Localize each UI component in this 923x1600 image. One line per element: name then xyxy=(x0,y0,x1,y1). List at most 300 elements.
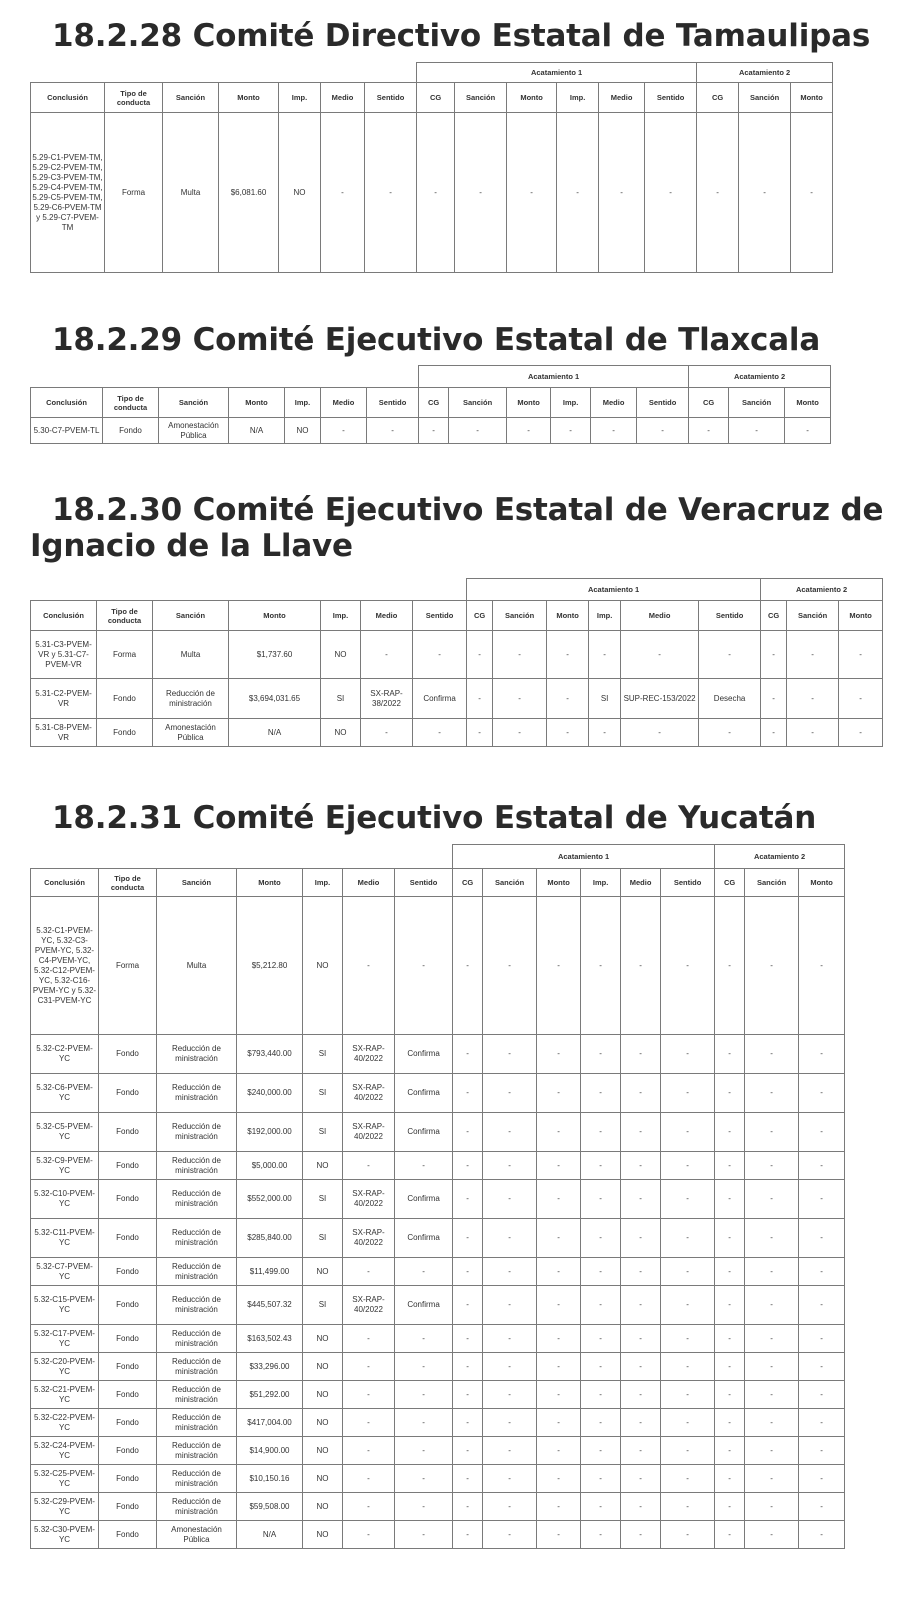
cell-acat2-cg: - xyxy=(715,1325,745,1353)
group-header-row xyxy=(31,845,845,869)
table-row xyxy=(31,897,845,1035)
cell-imp: SI xyxy=(303,1180,343,1219)
cell-acat1-medio: - xyxy=(621,631,699,679)
col-header-acat1-cg: CG xyxy=(467,601,493,631)
cell-sentido: - xyxy=(395,1353,453,1381)
cell-acat1-cg: - xyxy=(453,1113,483,1152)
cell-acat1-cg: - xyxy=(467,631,493,679)
col-header-acat2-cg: CG xyxy=(761,601,787,631)
cell-medio: - xyxy=(361,719,413,747)
table-row xyxy=(31,719,883,747)
cell-acat2-cg: - xyxy=(715,1381,745,1409)
acatamiento-1-header: Acatamiento 1 xyxy=(467,579,761,601)
col-header-conclusion: Conclusión xyxy=(31,601,97,631)
acatamiento-2-header: Acatamiento 2 xyxy=(697,63,833,83)
table-row xyxy=(31,1521,845,1549)
cell-acat2-cg: - xyxy=(715,1465,745,1493)
col-header-sentido: Sentido xyxy=(395,869,453,897)
cell-monto: $51,292.00 xyxy=(237,1381,303,1409)
col-header-acat1-sentido: Sentido xyxy=(645,83,697,113)
cell-medio: SX-RAP-38/2022 xyxy=(361,679,413,719)
cell-sentido: Confirma xyxy=(395,1286,453,1325)
cell-acat1-medio: - xyxy=(621,1465,661,1493)
col-header-tipo-conducta: Tipo de conducta xyxy=(105,83,163,113)
cell-acat2-sancion: - xyxy=(745,1381,799,1409)
cell-acat2-monto: - xyxy=(799,1381,845,1409)
cell-sentido: Confirma xyxy=(413,679,467,719)
cell-sentido: Confirma xyxy=(395,1180,453,1219)
cell-sancion: Reducción de ministración xyxy=(157,1219,237,1258)
cell-tipo-conducta: Fondo xyxy=(99,1152,157,1180)
col-header-acat2-monto: Monto xyxy=(839,601,883,631)
table-row xyxy=(31,631,883,679)
table-row xyxy=(31,1409,845,1437)
cell-medio: - xyxy=(321,418,367,444)
cell-imp: NO xyxy=(279,113,321,273)
cell-acat1-sancion: - xyxy=(483,1325,537,1353)
cell-acat2-cg: - xyxy=(715,1180,745,1219)
cell-monto: $59,508.00 xyxy=(237,1493,303,1521)
cell-acat1-cg: - xyxy=(453,1035,483,1074)
cell-acat1-cg: - xyxy=(453,1465,483,1493)
cell-imp: SI xyxy=(321,679,361,719)
cell-imp: NO xyxy=(285,418,321,444)
cell-sentido: - xyxy=(395,1152,453,1180)
cell-tipo-conducta: Fondo xyxy=(99,1493,157,1521)
cell-conclusion: 5.32-C11-PVEM-YC xyxy=(31,1219,99,1258)
cell-medio: - xyxy=(343,1521,395,1549)
col-header-acat1-medio: Medio xyxy=(591,388,637,418)
cell-sancion: Reducción de ministración xyxy=(157,1409,237,1437)
cell-conclusion: 5.32-C9-PVEM-YC xyxy=(31,1152,99,1180)
cell-acat1-cg: - xyxy=(453,1152,483,1180)
cell-tipo-conducta: Fondo xyxy=(99,1286,157,1325)
col-header-tipo-conducta: Tipo de conducta xyxy=(99,869,157,897)
col-header-monto: Monto xyxy=(229,388,285,418)
cell-acat1-cg: - xyxy=(467,719,493,747)
cell-acat1-monto: - xyxy=(537,1353,581,1381)
cell-acat1-medio: - xyxy=(621,1325,661,1353)
cell-conclusion: 5.32-C20-PVEM-YC xyxy=(31,1353,99,1381)
table-row xyxy=(31,1381,845,1409)
sanctions-table-tlaxcala xyxy=(30,365,831,444)
col-header-acat2-monto: Monto xyxy=(785,388,831,418)
group-header-row xyxy=(31,366,831,388)
col-header-medio: Medio xyxy=(321,83,365,113)
table-row xyxy=(31,113,833,273)
col-header-imp: Imp. xyxy=(279,83,321,113)
cell-acat1-imp: - xyxy=(581,897,621,1035)
cell-sancion: Reducción de ministración xyxy=(157,1113,237,1152)
cell-acat2-sancion: - xyxy=(745,1437,799,1465)
cell-imp: NO xyxy=(321,631,361,679)
cell-acat2-sancion: - xyxy=(745,1113,799,1152)
cell-acat1-imp: - xyxy=(581,1219,621,1258)
table-row xyxy=(31,1219,845,1258)
cell-conclusion: 5.32-C29-PVEM-YC xyxy=(31,1493,99,1521)
cell-acat1-imp: - xyxy=(581,1035,621,1074)
group-spacer xyxy=(31,63,417,83)
cell-acat1-medio: - xyxy=(621,1381,661,1409)
col-header-acat2-sancion: Sanción xyxy=(745,869,799,897)
cell-acat1-sancion: - xyxy=(483,1353,537,1381)
cell-acat1-cg: - xyxy=(417,113,455,273)
cell-sancion: Amonestación Pública xyxy=(157,1521,237,1549)
cell-monto: $3,694,031.65 xyxy=(229,679,321,719)
col-header-acat1-imp: Imp. xyxy=(581,869,621,897)
col-header-acat1-sentido: Sentido xyxy=(661,869,715,897)
column-header-row xyxy=(31,388,831,418)
cell-acat1-monto: - xyxy=(537,1180,581,1219)
cell-imp: SI xyxy=(303,1074,343,1113)
col-header-sancion: Sanción xyxy=(153,601,229,631)
acatamiento-2-header: Acatamiento 2 xyxy=(761,579,883,601)
cell-acat1-sentido: - xyxy=(661,1074,715,1113)
cell-acat1-sentido: - xyxy=(637,418,689,444)
cell-imp: SI xyxy=(303,1035,343,1074)
cell-sentido: - xyxy=(395,1521,453,1549)
section-title-veracruz-text-1: 18.2.30 Comité Ejecutivo Estatal de Veracruz de xyxy=(52,492,884,528)
cell-acat1-sancion: - xyxy=(483,1521,537,1549)
cell-imp: NO xyxy=(303,1409,343,1437)
cell-tipo-conducta: Fondo xyxy=(99,1437,157,1465)
cell-acat2-cg: - xyxy=(689,418,729,444)
cell-conclusion: 5.32-C15-PVEM-YC xyxy=(31,1286,99,1325)
cell-imp: NO xyxy=(321,719,361,747)
cell-sentido: - xyxy=(395,1493,453,1521)
cell-acat1-imp: - xyxy=(581,1325,621,1353)
cell-tipo-conducta: Forma xyxy=(99,897,157,1035)
cell-sentido: - xyxy=(395,1465,453,1493)
col-header-acat1-monto: Monto xyxy=(547,601,589,631)
cell-medio: - xyxy=(321,113,365,273)
cell-acat2-sancion: - xyxy=(745,1325,799,1353)
cell-conclusion: 5.31-C8-PVEM-VR xyxy=(31,719,97,747)
cell-acat1-imp: - xyxy=(581,1113,621,1152)
cell-imp: NO xyxy=(303,1325,343,1353)
cell-medio: - xyxy=(343,1381,395,1409)
cell-conclusion: 5.32-C1-PVEM-YC, 5.32-C3-PVEM-YC, 5.32-C4-PVEM-YC, 5.32-C12-PVEM-YC, 5.32-C16-PVEM-YC y 5.32-C31-PVEM-YC xyxy=(31,897,99,1035)
cell-conclusion: 5.31-C2-PVEM-VR xyxy=(31,679,97,719)
cell-acat1-medio: - xyxy=(621,1521,661,1549)
cell-sentido: Confirma xyxy=(395,1113,453,1152)
cell-tipo-conducta: Fondo xyxy=(99,1521,157,1549)
cell-monto: $5,212.80 xyxy=(237,897,303,1035)
cell-acat2-cg: - xyxy=(715,1437,745,1465)
cell-acat1-sentido: - xyxy=(661,1353,715,1381)
cell-tipo-conducta: Forma xyxy=(105,113,163,273)
cell-acat1-medio: - xyxy=(621,1219,661,1258)
cell-acat1-imp: - xyxy=(589,631,621,679)
cell-acat1-imp: - xyxy=(581,1409,621,1437)
sanctions-table-veracruz xyxy=(30,578,883,747)
cell-acat1-monto: - xyxy=(537,1325,581,1353)
cell-monto: N/A xyxy=(229,418,285,444)
cell-acat2-monto: - xyxy=(799,1258,845,1286)
cell-imp: NO xyxy=(303,1152,343,1180)
cell-acat2-cg: - xyxy=(715,1409,745,1437)
cell-monto: $11,499.00 xyxy=(237,1258,303,1286)
cell-acat2-monto: - xyxy=(799,1409,845,1437)
cell-sentido: - xyxy=(395,1381,453,1409)
cell-acat1-monto: - xyxy=(537,1465,581,1493)
column-header-row xyxy=(31,869,845,897)
cell-sancion: Multa xyxy=(163,113,219,273)
cell-acat1-imp: - xyxy=(581,1521,621,1549)
cell-acat1-sentido: - xyxy=(661,1409,715,1437)
cell-conclusion: 5.32-C17-PVEM-YC xyxy=(31,1325,99,1353)
cell-acat1-sentido: - xyxy=(661,1381,715,1409)
col-header-acat1-medio: Medio xyxy=(621,869,661,897)
cell-acat2-monto: - xyxy=(799,1219,845,1258)
cell-sancion: Reducción de ministración xyxy=(157,1465,237,1493)
cell-sancion: Reducción de ministración xyxy=(157,1286,237,1325)
cell-tipo-conducta: Fondo xyxy=(99,1465,157,1493)
cell-monto: N/A xyxy=(237,1521,303,1549)
cell-acat1-medio: - xyxy=(591,418,637,444)
cell-acat1-medio: - xyxy=(621,1113,661,1152)
cell-acat1-medio: - xyxy=(621,1437,661,1465)
cell-monto: $14,900.00 xyxy=(237,1437,303,1465)
table-row xyxy=(31,1437,845,1465)
cell-acat2-monto: - xyxy=(799,1353,845,1381)
col-header-acat1-sancion: Sanción xyxy=(483,869,537,897)
cell-acat1-imp: - xyxy=(581,1437,621,1465)
cell-acat2-cg: - xyxy=(715,897,745,1035)
cell-imp: NO xyxy=(303,1353,343,1381)
cell-tipo-conducta: Fondo xyxy=(99,1035,157,1074)
cell-acat2-cg: - xyxy=(761,679,787,719)
cell-acat1-sentido: - xyxy=(661,1286,715,1325)
cell-acat1-sancion: - xyxy=(483,1465,537,1493)
cell-acat1-cg: - xyxy=(467,679,493,719)
col-header-conclusion: Conclusión xyxy=(31,869,99,897)
cell-sancion: Reducción de ministración xyxy=(157,1180,237,1219)
cell-sentido: Confirma xyxy=(395,1219,453,1258)
cell-acat1-monto: - xyxy=(537,1258,581,1286)
cell-acat2-monto: - xyxy=(799,1465,845,1493)
cell-acat1-monto: - xyxy=(537,1035,581,1074)
cell-acat2-sancion: - xyxy=(745,1465,799,1493)
cell-acat1-medio: - xyxy=(621,897,661,1035)
cell-acat2-sancion: - xyxy=(745,1258,799,1286)
cell-acat2-monto: - xyxy=(799,1113,845,1152)
cell-tipo-conducta: Fondo xyxy=(99,1353,157,1381)
cell-medio: - xyxy=(343,1437,395,1465)
cell-acat2-monto: - xyxy=(799,1437,845,1465)
cell-acat1-monto: - xyxy=(537,1381,581,1409)
col-header-tipo-conducta: Tipo de conducta xyxy=(103,388,159,418)
cell-conclusion: 5.32-C30-PVEM-YC xyxy=(31,1521,99,1549)
cell-acat1-monto: - xyxy=(537,1113,581,1152)
table-row xyxy=(31,1180,845,1219)
cell-acat2-monto: - xyxy=(799,1035,845,1074)
cell-acat1-sancion: - xyxy=(483,1409,537,1437)
cell-acat1-monto: - xyxy=(507,418,551,444)
cell-medio: SX-RAP-40/2022 xyxy=(343,1074,395,1113)
acatamiento-1-header: Acatamiento 1 xyxy=(419,366,689,388)
col-header-conclusion: Conclusión xyxy=(31,83,105,113)
cell-imp: NO xyxy=(303,897,343,1035)
cell-tipo-conducta: Fondo xyxy=(99,1258,157,1286)
table-row xyxy=(31,679,883,719)
table-row xyxy=(31,1035,845,1074)
cell-acat1-cg: - xyxy=(453,1437,483,1465)
cell-sentido: - xyxy=(367,418,419,444)
cell-sancion: Reducción de ministración xyxy=(157,1437,237,1465)
col-header-imp: Imp. xyxy=(285,388,321,418)
cell-conclusion: 5.32-C24-PVEM-YC xyxy=(31,1437,99,1465)
cell-tipo-conducta: Fondo xyxy=(99,1180,157,1219)
cell-acat2-cg: - xyxy=(715,1493,745,1521)
cell-monto: N/A xyxy=(229,719,321,747)
col-header-acat1-sancion: Sanción xyxy=(455,83,507,113)
column-header-row xyxy=(31,601,883,631)
cell-acat1-imp: - xyxy=(581,1465,621,1493)
group-header-row xyxy=(31,63,833,83)
col-header-acat1-sancion: Sanción xyxy=(449,388,507,418)
cell-acat2-monto: - xyxy=(839,719,883,747)
cell-acat1-monto: - xyxy=(537,1437,581,1465)
col-header-sentido: Sentido xyxy=(365,83,417,113)
cell-acat2-sancion: - xyxy=(729,418,785,444)
section-title-veracruz-text-2: Ignacio de la Llave xyxy=(30,528,353,564)
sanctions-table-tamaulipas xyxy=(30,62,833,273)
acatamiento-1-header: Acatamiento 1 xyxy=(417,63,697,83)
group-spacer xyxy=(31,366,419,388)
col-header-acat2-sancion: Sanción xyxy=(787,601,839,631)
cell-acat1-sentido: - xyxy=(661,1437,715,1465)
cell-acat1-cg: - xyxy=(453,897,483,1035)
cell-conclusion: 5.32-C10-PVEM-YC xyxy=(31,1180,99,1219)
column-header-row xyxy=(31,83,833,113)
col-header-sentido: Sentido xyxy=(367,388,419,418)
cell-acat1-monto: - xyxy=(547,631,589,679)
table-row xyxy=(31,1074,845,1113)
cell-acat2-cg: - xyxy=(761,719,787,747)
cell-acat2-monto: - xyxy=(799,1325,845,1353)
col-header-sancion: Sanción xyxy=(159,388,229,418)
table-row xyxy=(31,1286,845,1325)
cell-acat2-monto: - xyxy=(799,1180,845,1219)
cell-acat1-sentido: - xyxy=(661,1521,715,1549)
cell-acat1-sentido: - xyxy=(661,1258,715,1286)
cell-conclusion: 5.31-C3-PVEM-VR y 5.31-C7-PVEM-VR xyxy=(31,631,97,679)
cell-acat2-monto: - xyxy=(799,1521,845,1549)
cell-acat1-medio: - xyxy=(621,1035,661,1074)
cell-acat2-sancion: - xyxy=(745,1409,799,1437)
cell-medio: SX-RAP-40/2022 xyxy=(343,1180,395,1219)
cell-acat1-imp: - xyxy=(581,1074,621,1113)
cell-acat2-cg: - xyxy=(715,1113,745,1152)
col-header-sentido: Sentido xyxy=(413,601,467,631)
cell-acat2-cg: - xyxy=(697,113,739,273)
cell-monto: $285,840.00 xyxy=(237,1219,303,1258)
cell-acat1-sancion: - xyxy=(493,679,547,719)
col-header-acat1-imp: Imp. xyxy=(557,83,599,113)
cell-conclusion: 5.32-C25-PVEM-YC xyxy=(31,1465,99,1493)
cell-acat1-medio: - xyxy=(621,1152,661,1180)
cell-monto: $5,000.00 xyxy=(237,1152,303,1180)
cell-medio: SX-RAP-40/2022 xyxy=(343,1219,395,1258)
cell-acat2-cg: - xyxy=(715,1353,745,1381)
cell-acat2-monto: - xyxy=(839,631,883,679)
cell-acat2-monto: - xyxy=(799,1286,845,1325)
cell-acat1-sentido: - xyxy=(661,1035,715,1074)
cell-acat1-sancion: - xyxy=(483,1437,537,1465)
cell-conclusion: 5.32-C2-PVEM-YC xyxy=(31,1035,99,1074)
cell-acat1-medio: - xyxy=(621,1353,661,1381)
table-row xyxy=(31,418,831,444)
cell-acat1-sentido: - xyxy=(699,631,761,679)
cell-conclusion: 5.32-C22-PVEM-YC xyxy=(31,1409,99,1437)
cell-sentido: - xyxy=(395,1325,453,1353)
cell-sentido: - xyxy=(395,1437,453,1465)
col-header-acat1-imp: Imp. xyxy=(589,601,621,631)
cell-sentido: - xyxy=(413,631,467,679)
col-header-acat1-monto: Monto xyxy=(537,869,581,897)
cell-acat1-medio: - xyxy=(621,1180,661,1219)
table-row xyxy=(31,1493,845,1521)
col-header-monto: Monto xyxy=(237,869,303,897)
cell-acat2-sancion: - xyxy=(745,1219,799,1258)
cell-medio: SX-RAP-40/2022 xyxy=(343,1286,395,1325)
cell-monto: $163,502.43 xyxy=(237,1325,303,1353)
cell-medio: SX-RAP-40/2022 xyxy=(343,1113,395,1152)
cell-acat1-sancion: - xyxy=(483,897,537,1035)
col-header-acat1-monto: Monto xyxy=(507,388,551,418)
cell-sentido: - xyxy=(365,113,417,273)
group-header-row xyxy=(31,579,883,601)
cell-acat1-monto: - xyxy=(537,1493,581,1521)
cell-acat2-cg: - xyxy=(715,1258,745,1286)
cell-sancion: Multa xyxy=(157,897,237,1035)
table-row xyxy=(31,1465,845,1493)
cell-acat2-cg: - xyxy=(715,1521,745,1549)
cell-medio: SX-RAP-40/2022 xyxy=(343,1035,395,1074)
cell-monto: $552,000.00 xyxy=(237,1180,303,1219)
cell-medio: - xyxy=(343,1152,395,1180)
cell-monto: $1,737.60 xyxy=(229,631,321,679)
table-row xyxy=(31,1353,845,1381)
cell-acat2-sancion: - xyxy=(787,679,839,719)
cell-acat1-cg: - xyxy=(453,1074,483,1113)
cell-acat2-monto: - xyxy=(799,1493,845,1521)
cell-tipo-conducta: Fondo xyxy=(99,1219,157,1258)
cell-imp: NO xyxy=(303,1465,343,1493)
col-header-monto: Monto xyxy=(229,601,321,631)
cell-acat1-imp: - xyxy=(581,1258,621,1286)
cell-acat2-monto: - xyxy=(785,418,831,444)
sanctions-table-yucatan xyxy=(30,844,845,1549)
cell-acat1-medio: - xyxy=(621,719,699,747)
cell-conclusion: 5.30-C7-PVEM-TL xyxy=(31,418,103,444)
section-title-veracruz-line-1 xyxy=(30,492,884,564)
cell-imp: SI xyxy=(303,1286,343,1325)
cell-acat1-cg: - xyxy=(453,1286,483,1325)
cell-medio: - xyxy=(343,897,395,1035)
cell-sancion: Reducción de ministración xyxy=(157,1258,237,1286)
col-header-medio: Medio xyxy=(343,869,395,897)
cell-monto: $192,000.00 xyxy=(237,1113,303,1152)
cell-acat1-sentido: - xyxy=(661,1493,715,1521)
section-title-tamaulipas: 18.2.28 Comité Directivo Estatal de Tamaulipas xyxy=(52,18,871,54)
cell-acat2-sancion: - xyxy=(745,1074,799,1113)
cell-acat1-medio: - xyxy=(621,1409,661,1437)
cell-acat1-cg: - xyxy=(453,1219,483,1258)
cell-acat1-sentido: - xyxy=(661,897,715,1035)
cell-imp: NO xyxy=(303,1258,343,1286)
